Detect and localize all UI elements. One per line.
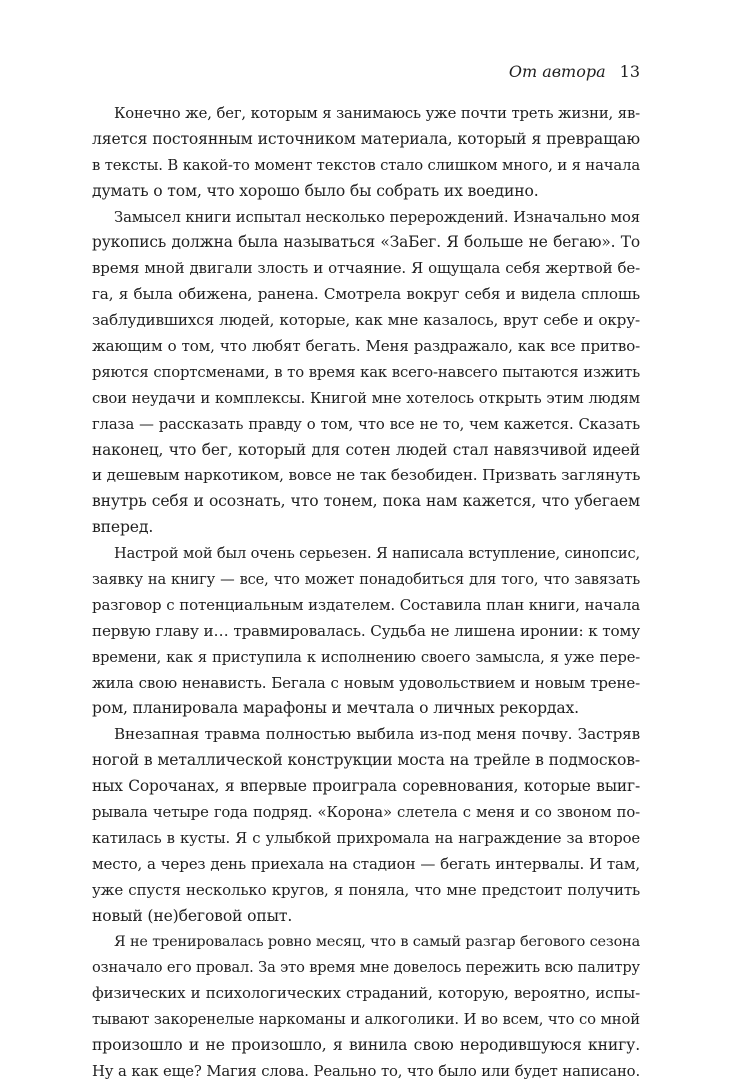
text-line: ляется постоянным источником материала, который я превращаю xyxy=(92,129,640,148)
text-line: новый (не)беговой опыт. xyxy=(92,906,293,925)
text-line: время мной двигали злость и отчаяние. Я ощущала себя жертвой бе- xyxy=(92,259,640,278)
body-text xyxy=(92,101,640,1085)
text-line: га, я была обижена, ранена. Смотрела вокруг себя и видела сплошь xyxy=(92,285,640,304)
text-line: Я не тренировалась ровно месяц, что в самый разгар бегового сезона xyxy=(114,933,640,950)
text-line: Настрой мой был очень серьезен. Я написала вступление, синопсис, xyxy=(114,545,640,563)
text-line: свои неудачи и комплексы. Книгой мне хотелось открыть этим людям xyxy=(92,389,640,407)
text-line: глаза — рассказать правду о том, что все не то, чем кажется. Сказать xyxy=(92,415,640,433)
text-line: уже спустя несколько кругов, я поняла, что мне предстоит получить xyxy=(92,880,640,899)
text-line: Ну а как еще? Магия слова. Реально то, что было или будет написано. xyxy=(92,1062,640,1080)
paragraph xyxy=(92,541,640,722)
text-line: ром, планировала марафоны и мечтала о личных рекордах. xyxy=(92,699,579,718)
running-head xyxy=(509,62,640,82)
text-line: катилась в кусты. Я с улыбкой прихромала на награждение за второе xyxy=(92,829,640,847)
text-line: разговор с потенциальным издателем. Составила план книги, начала xyxy=(92,595,640,614)
paragraph xyxy=(92,722,640,929)
text-line: в тексты. В какой-то момент текстов стало слишком много, и я начала xyxy=(92,156,640,174)
text-line: тывают закоренелые наркоманы и алкоголики. И во всем, что со мной xyxy=(92,1011,640,1029)
text-line: заблудившихся людей, которые, как мне казалось, врут себе и окру- xyxy=(92,311,640,330)
text-line: ряются спортсменами, в то время как всего-навсего пытаются изжить xyxy=(92,363,640,381)
text-line: Конечно же, бег, которым я занимаюсь уже почти треть жизни, яв- xyxy=(114,105,640,122)
text-line: физических и психологических страданий, которую, вероятно, испы- xyxy=(92,984,640,1003)
text-line: первую главу и… травмировалась. Судьба не лишена иронии: к тому xyxy=(92,621,640,640)
paragraph xyxy=(92,101,640,205)
text-line: жающим о том, что любят бегать. Меня раздражало, как все притво- xyxy=(92,337,640,356)
text-line: означало его провал. За это время мне довелось пережить всю палитру xyxy=(92,959,640,977)
page-number: 13 xyxy=(619,62,640,81)
text-line: место, а через день приехала на стадион — бегать интервалы. И там, xyxy=(92,854,640,873)
text-line: рывала четыре года подряд. «Корона» слетела с меня и со звоном по- xyxy=(92,804,640,822)
text-line: Внезапная травма полностью выбила из-под меня почву. Застряв xyxy=(114,725,640,744)
text-line: Замысел книги испытал несколько перерождений. Изначально моя xyxy=(114,208,640,226)
text-line: вперед. xyxy=(92,518,154,537)
text-line: рукопись должна была называться «ЗаБег. Я больше не бегаю». То xyxy=(92,233,640,252)
text-line: времени, как я приступила к исполнению своего замысла, я уже пере- xyxy=(92,648,640,666)
paragraph xyxy=(92,205,640,542)
text-line: заявку на книгу — все, что может понадобиться для того, что завязать xyxy=(92,571,640,589)
paragraph xyxy=(92,930,640,1085)
text-line: ногой в металлической конструкции моста на трейле в подмосков- xyxy=(92,751,640,770)
text-line: жила свою ненависть. Бегала с новым удовольствием и новым трене- xyxy=(92,673,640,692)
section-title: От автора xyxy=(508,62,606,81)
text-line: и дешевым наркотиком, вовсе не так безобиден. Призвать заглянуть xyxy=(92,466,641,485)
text-line: внутрь себя и осознать, что тонем, пока нам кажется, что убегаем xyxy=(92,492,640,511)
text-line: ных Сорочанах, я впервые проиграла соревнования, которые выиг- xyxy=(92,777,640,796)
text-line: думать о том, что хорошо было бы собрать их воедино. xyxy=(92,181,539,200)
text-line: произошло и не произошло, я винила свою неродившуюся книгу. xyxy=(92,1036,640,1055)
text-line: наконец, что бег, который для сотен людей стал навязчивой идеей xyxy=(92,440,640,459)
